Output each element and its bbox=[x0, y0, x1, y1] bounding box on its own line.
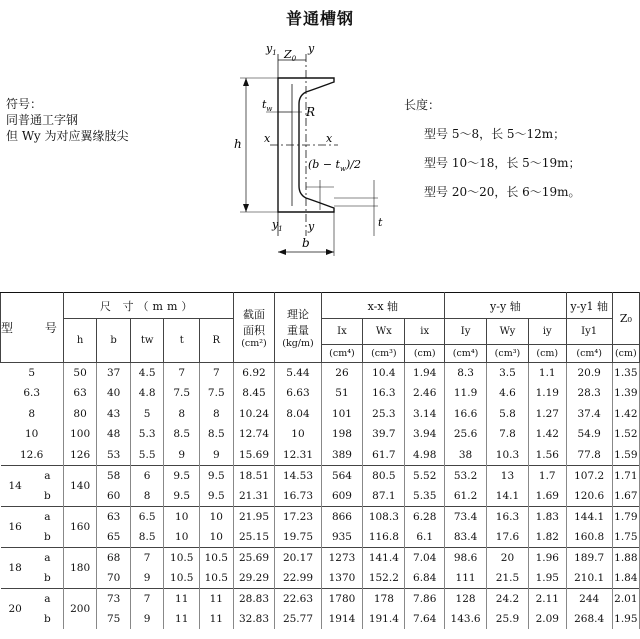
prop-cell-ix: 5.52 bbox=[405, 465, 445, 486]
prop-cell-a: 32.83 bbox=[233, 609, 275, 630]
prop-cell-ix: 1370 bbox=[321, 568, 363, 589]
prop-cell-iy1: 28.3 bbox=[566, 383, 612, 404]
dim-cell-r: 10.5 bbox=[200, 547, 234, 568]
header-h: h bbox=[63, 319, 97, 363]
prop-cell-wy: 10.3 bbox=[487, 445, 529, 466]
prop-cell-a: 28.83 bbox=[233, 588, 275, 609]
prop-cell-wy: 25.9 bbox=[487, 609, 529, 630]
prop-cell-g: 25.77 bbox=[275, 609, 321, 630]
channel-spec-table bbox=[0, 292, 640, 629]
model-cell: 5 bbox=[28, 367, 36, 379]
prop-cell-iy: 61.2 bbox=[445, 486, 487, 507]
prop-cell-ix: 3.14 bbox=[405, 404, 445, 425]
prop-cell-iy: 53.2 bbox=[445, 465, 487, 486]
prop-cell-ix: 5.35 bbox=[405, 486, 445, 507]
dim-cell-r: 10.5 bbox=[200, 568, 234, 589]
prop-cell-z0: 1.84 bbox=[612, 568, 639, 589]
r-label: R bbox=[306, 105, 316, 119]
prop-cell-ix: 7.04 bbox=[405, 547, 445, 568]
prop-cell-ix: 564 bbox=[321, 465, 363, 486]
x-right-label: x bbox=[326, 132, 333, 145]
prop-cell-wx: 87.1 bbox=[363, 486, 405, 507]
prop-cell-a: 15.69 bbox=[233, 445, 275, 466]
dim-cell-t: 10 bbox=[164, 527, 200, 548]
dim-cell-r: 10 bbox=[200, 527, 234, 548]
prop-cell-iy: 128 bbox=[445, 588, 487, 609]
prop-cell-wx: 191.4 bbox=[363, 609, 405, 630]
dim-cell-t: 8 bbox=[164, 404, 200, 425]
prop-cell-ix: 6.28 bbox=[405, 506, 445, 527]
model-variant: b bbox=[44, 612, 51, 625]
prop-cell-ix: 1914 bbox=[321, 609, 363, 630]
dim-cell-tw: 5.3 bbox=[130, 424, 164, 445]
prop-cell-iy: 1.83 bbox=[528, 506, 566, 527]
header-weight: 理论 重量 (kg/m) bbox=[275, 293, 321, 363]
prop-cell-iy: 1.69 bbox=[528, 486, 566, 507]
prop-cell-iy: 98.6 bbox=[445, 547, 487, 568]
height-cell: 160 bbox=[63, 506, 97, 547]
table-row bbox=[1, 506, 640, 527]
prop-cell-ix: 6.1 bbox=[405, 527, 445, 548]
header-ix-moment: Ix bbox=[321, 319, 363, 345]
prop-cell-iy: 1.95 bbox=[528, 568, 566, 589]
dim-cell-t: 10.5 bbox=[164, 568, 200, 589]
prop-cell-wx: 10.4 bbox=[363, 363, 405, 384]
prop-cell-g: 20.17 bbox=[275, 547, 321, 568]
prop-cell-wx: 80.5 bbox=[363, 465, 405, 486]
prop-cell-iy1: 77.8 bbox=[566, 445, 612, 466]
header-t: t bbox=[164, 319, 200, 363]
dim-cell-tw: 9 bbox=[130, 609, 164, 630]
header-ix-radius: ix bbox=[405, 319, 445, 345]
dim-cell-t: 9.5 bbox=[164, 465, 200, 486]
prop-cell-g: 14.53 bbox=[275, 465, 321, 486]
prop-cell-iy: 1.56 bbox=[528, 445, 566, 466]
prop-cell-a: 10.24 bbox=[233, 404, 275, 425]
header-iy-moment: Iy bbox=[445, 319, 487, 345]
prop-cell-iy: 143.6 bbox=[445, 609, 487, 630]
prop-cell-ix: 389 bbox=[321, 445, 363, 466]
prop-cell-iy1: 37.4 bbox=[566, 404, 612, 425]
symbol-wy-note: 但 Wy 为对应翼缘肢尖 bbox=[6, 129, 129, 143]
dim-cell-b: 70 bbox=[97, 568, 131, 589]
prop-cell-iy: 1.19 bbox=[528, 383, 566, 404]
unit-ix-radius: (cm) bbox=[405, 345, 445, 363]
header-yy-axis: y-y 轴 bbox=[445, 293, 567, 319]
prop-cell-iy1: 20.9 bbox=[566, 363, 612, 384]
prop-cell-iy: 2.11 bbox=[528, 588, 566, 609]
prop-cell-iy1: 268.4 bbox=[566, 609, 612, 630]
table-row bbox=[1, 383, 640, 404]
header-r: R bbox=[200, 319, 234, 363]
prop-cell-z0: 1.95 bbox=[612, 609, 639, 630]
prop-cell-iy: 1.7 bbox=[528, 465, 566, 486]
prop-cell-g: 6.63 bbox=[275, 383, 321, 404]
prop-cell-wx: 116.8 bbox=[363, 527, 405, 548]
prop-cell-z0: 1.59 bbox=[612, 445, 639, 466]
prop-cell-ix: 1780 bbox=[321, 588, 363, 609]
prop-cell-g: 10 bbox=[275, 424, 321, 445]
dim-cell-tw: 7 bbox=[130, 588, 164, 609]
dim-cell-tw: 5.5 bbox=[130, 445, 164, 466]
prop-cell-ix: 2.46 bbox=[405, 383, 445, 404]
model-cell: 10 bbox=[24, 428, 39, 441]
dim-cell-t: 7 bbox=[164, 363, 200, 384]
prop-cell-iy: 2.09 bbox=[528, 609, 566, 630]
prop-cell-iy1: 120.6 bbox=[566, 486, 612, 507]
dim-cell-tw: 6.5 bbox=[130, 506, 164, 527]
height-cell: 80 bbox=[63, 404, 97, 425]
length-range-3: 型号 20～20，长 6～19m。 bbox=[424, 185, 581, 199]
prop-cell-g: 19.75 bbox=[275, 527, 321, 548]
prop-cell-ix: 7.86 bbox=[405, 588, 445, 609]
dim-cell-r: 7 bbox=[200, 363, 234, 384]
prop-cell-ix: 7.64 bbox=[405, 609, 445, 630]
prop-cell-wx: 178 bbox=[363, 588, 405, 609]
prop-cell-wy: 17.6 bbox=[487, 527, 529, 548]
prop-cell-g: 16.73 bbox=[275, 486, 321, 507]
dim-cell-b: 48 bbox=[97, 424, 131, 445]
prop-cell-ix: 101 bbox=[321, 404, 363, 425]
prop-cell-wy: 20 bbox=[487, 547, 529, 568]
prop-cell-iy: 8.3 bbox=[445, 363, 487, 384]
table-row bbox=[1, 588, 640, 609]
model-cell: 16 bbox=[1, 506, 32, 547]
model-variant: a bbox=[32, 547, 63, 568]
prop-cell-g: 12.31 bbox=[275, 445, 321, 466]
prop-cell-a: 8.45 bbox=[233, 383, 275, 404]
prop-cell-ix: 1273 bbox=[321, 547, 363, 568]
unit-iy: (cm⁴) bbox=[445, 345, 487, 363]
prop-cell-z0: 1.39 bbox=[612, 383, 639, 404]
prop-cell-iy: 16.6 bbox=[445, 404, 487, 425]
y1-bottom-label: $y_1$ bbox=[272, 218, 283, 233]
prop-cell-wy: 21.5 bbox=[487, 568, 529, 589]
dim-cell-t: 9.5 bbox=[164, 486, 200, 507]
dim-cell-b: 63 bbox=[97, 506, 131, 527]
prop-cell-wy: 5.8 bbox=[487, 404, 529, 425]
dim-cell-b: 60 bbox=[97, 486, 131, 507]
flange-formula: $(b - t_w)/2$ bbox=[308, 158, 361, 173]
prop-cell-wx: 16.3 bbox=[363, 383, 405, 404]
dim-cell-t: 11 bbox=[164, 609, 200, 630]
unit-ix: (cm⁴) bbox=[321, 345, 363, 363]
model-cell: 8 bbox=[28, 407, 36, 420]
height-cell: 50 bbox=[63, 363, 97, 384]
dim-cell-r: 11 bbox=[200, 609, 234, 630]
prop-cell-ix: 198 bbox=[321, 424, 363, 445]
prop-cell-wx: 25.3 bbox=[363, 404, 405, 425]
table-row bbox=[1, 404, 640, 425]
header-wy: Wy bbox=[487, 319, 529, 345]
b-label: b bbox=[302, 236, 310, 250]
prop-cell-iy1: 54.9 bbox=[566, 424, 612, 445]
prop-cell-ix: 26 bbox=[321, 363, 363, 384]
prop-cell-wx: 141.4 bbox=[363, 547, 405, 568]
dim-cell-tw: 9 bbox=[130, 568, 164, 589]
prop-cell-wx: 152.2 bbox=[363, 568, 405, 589]
tw-label: $t_w$ bbox=[262, 98, 273, 113]
model-variant: b bbox=[44, 571, 51, 584]
y1-top-label: $y_1$ bbox=[266, 42, 277, 57]
dim-cell-r: 11 bbox=[200, 588, 234, 609]
prop-cell-wy: 16.3 bbox=[487, 506, 529, 527]
header-yy1-axis: y-y1 轴 bbox=[566, 293, 612, 319]
h-label: h bbox=[234, 137, 242, 151]
model-cell: 14 bbox=[1, 465, 32, 506]
model-cell: 20 bbox=[1, 588, 32, 629]
header-tw: tw bbox=[130, 319, 164, 363]
symbol-same-as: 同普通工字钢 bbox=[6, 113, 79, 127]
prop-cell-z0: 1.35 bbox=[612, 363, 639, 384]
prop-cell-z0: 1.71 bbox=[612, 465, 639, 486]
table-row bbox=[1, 527, 640, 548]
t-label: t bbox=[378, 216, 383, 229]
length-notes bbox=[404, 96, 580, 200]
prop-cell-ix: 6.84 bbox=[405, 568, 445, 589]
prop-cell-iy: 1.1 bbox=[528, 363, 566, 384]
model-cell: 12.6 bbox=[19, 448, 44, 461]
table-row bbox=[1, 609, 640, 630]
prop-cell-iy: 1.42 bbox=[528, 424, 566, 445]
prop-cell-a: 25.69 bbox=[233, 547, 275, 568]
prop-cell-iy1: 144.1 bbox=[566, 506, 612, 527]
prop-cell-iy: 11.9 bbox=[445, 383, 487, 404]
prop-cell-z0: 1.88 bbox=[612, 547, 639, 568]
unit-iy-radius: (cm) bbox=[528, 345, 566, 363]
dim-cell-r: 7.5 bbox=[200, 383, 234, 404]
height-cell: 63 bbox=[63, 383, 97, 404]
dim-cell-tw: 4.5 bbox=[130, 363, 164, 384]
table-row bbox=[1, 424, 640, 445]
dim-cell-b: 58 bbox=[97, 465, 131, 486]
prop-cell-wy: 4.6 bbox=[487, 383, 529, 404]
prop-cell-iy: 38 bbox=[445, 445, 487, 466]
prop-cell-wx: 108.3 bbox=[363, 506, 405, 527]
table-row bbox=[1, 486, 640, 507]
height-cell: 180 bbox=[63, 547, 97, 588]
table-row bbox=[1, 445, 640, 466]
dim-cell-tw: 8 bbox=[130, 486, 164, 507]
prop-cell-iy1: 107.2 bbox=[566, 465, 612, 486]
dim-cell-r: 10 bbox=[200, 506, 234, 527]
unit-wx: (cm³) bbox=[363, 345, 405, 363]
dim-cell-b: 43 bbox=[97, 404, 131, 425]
dim-cell-t: 11 bbox=[164, 588, 200, 609]
prop-cell-wy: 24.2 bbox=[487, 588, 529, 609]
prop-cell-a: 21.95 bbox=[233, 506, 275, 527]
dim-cell-t: 10.5 bbox=[164, 547, 200, 568]
prop-cell-ix: 3.94 bbox=[405, 424, 445, 445]
prop-cell-iy: 25.6 bbox=[445, 424, 487, 445]
prop-cell-iy: 83.4 bbox=[445, 527, 487, 548]
table-row bbox=[1, 465, 640, 486]
model-variant: a bbox=[32, 465, 63, 486]
x-left-label: x bbox=[264, 132, 271, 145]
prop-cell-z0: 1.67 bbox=[612, 486, 639, 507]
prop-cell-iy: 73.4 bbox=[445, 506, 487, 527]
prop-cell-a: 12.74 bbox=[233, 424, 275, 445]
prop-cell-z0: 1.79 bbox=[612, 506, 639, 527]
dim-cell-b: 68 bbox=[97, 547, 131, 568]
prop-cell-a: 29.29 bbox=[233, 568, 275, 589]
prop-cell-iy1: 160.8 bbox=[566, 527, 612, 548]
header-wx: Wx bbox=[363, 319, 405, 345]
table-row bbox=[1, 568, 640, 589]
prop-cell-iy: 1.82 bbox=[528, 527, 566, 548]
dim-cell-t: 9 bbox=[164, 445, 200, 466]
table-row bbox=[1, 363, 640, 384]
dim-cell-b: 65 bbox=[97, 527, 131, 548]
channel-section-diagram bbox=[226, 40, 396, 260]
model-variant: a bbox=[32, 588, 63, 609]
dim-cell-r: 8.5 bbox=[200, 424, 234, 445]
dim-cell-b: 40 bbox=[97, 383, 131, 404]
prop-cell-wx: 39.7 bbox=[363, 424, 405, 445]
prop-cell-z0: 1.42 bbox=[612, 404, 639, 425]
table-row bbox=[1, 547, 640, 568]
prop-cell-a: 6.92 bbox=[233, 363, 275, 384]
prop-cell-wy: 13 bbox=[487, 465, 529, 486]
y-bottom-label: y bbox=[308, 220, 315, 233]
prop-cell-iy: 111 bbox=[445, 568, 487, 589]
dim-cell-t: 8.5 bbox=[164, 424, 200, 445]
unit-iy1: (cm⁴) bbox=[566, 345, 612, 363]
table-body bbox=[1, 363, 640, 630]
dim-cell-tw: 4.8 bbox=[130, 383, 164, 404]
dim-cell-tw: 6 bbox=[130, 465, 164, 486]
header-iy1: Iy1 bbox=[566, 319, 612, 345]
z0-label: $Z_0$ bbox=[284, 48, 297, 63]
symbol-notes bbox=[6, 96, 128, 144]
dim-cell-b: 75 bbox=[97, 609, 131, 630]
height-cell: 100 bbox=[63, 424, 97, 445]
prop-cell-wy: 7.8 bbox=[487, 424, 529, 445]
prop-cell-iy1: 210.1 bbox=[566, 568, 612, 589]
prop-cell-iy: 1.27 bbox=[528, 404, 566, 425]
prop-cell-a: 18.51 bbox=[233, 465, 275, 486]
dim-cell-tw: 8.5 bbox=[130, 527, 164, 548]
prop-cell-iy1: 189.7 bbox=[566, 547, 612, 568]
dim-cell-tw: 7 bbox=[130, 547, 164, 568]
header-area: 截面 面积 (cm²) bbox=[233, 293, 275, 363]
header-size-group: 尺 寸（mm） bbox=[63, 293, 233, 319]
y-top-label: y bbox=[308, 42, 315, 55]
header-model: 型 号 bbox=[1, 293, 64, 363]
unit-z0: (cm) bbox=[612, 345, 639, 363]
prop-cell-ix: 51 bbox=[321, 383, 363, 404]
prop-cell-ix: 1.94 bbox=[405, 363, 445, 384]
prop-cell-ix: 4.98 bbox=[405, 445, 445, 466]
prop-cell-z0: 1.52 bbox=[612, 424, 639, 445]
height-cell: 140 bbox=[63, 465, 97, 506]
height-cell: 126 bbox=[63, 445, 97, 466]
prop-cell-g: 8.04 bbox=[275, 404, 321, 425]
prop-cell-z0: 2.01 bbox=[612, 588, 639, 609]
header-b: b bbox=[97, 319, 131, 363]
dim-cell-r: 9.5 bbox=[200, 465, 234, 486]
prop-cell-a: 21.31 bbox=[233, 486, 275, 507]
prop-cell-g: 5.44 bbox=[275, 363, 321, 384]
dim-cell-r: 8 bbox=[200, 404, 234, 425]
prop-cell-iy1: 244 bbox=[566, 588, 612, 609]
page-title: 普通槽钢 bbox=[285, 9, 354, 28]
length-range-1: 型号 5～8，长 5～12m； bbox=[424, 127, 566, 141]
prop-cell-ix: 935 bbox=[321, 527, 363, 548]
symbol-label: 符号： bbox=[6, 97, 43, 111]
model-variant: b bbox=[44, 530, 51, 543]
unit-wy: (cm³) bbox=[487, 345, 529, 363]
header-xx-axis: x-x 轴 bbox=[321, 293, 445, 319]
dim-cell-b: 73 bbox=[97, 588, 131, 609]
prop-cell-g: 17.23 bbox=[275, 506, 321, 527]
dim-cell-t: 7.5 bbox=[164, 383, 200, 404]
length-label: 长度： bbox=[404, 98, 441, 112]
dim-cell-b: 53 bbox=[97, 445, 131, 466]
dim-cell-tw: 5 bbox=[130, 404, 164, 425]
height-cell: 200 bbox=[63, 588, 97, 629]
model-cell: 6.3 bbox=[23, 387, 41, 400]
prop-cell-wy: 3.5 bbox=[487, 363, 529, 384]
prop-cell-wy: 14.1 bbox=[487, 486, 529, 507]
prop-cell-wx: 61.7 bbox=[363, 445, 405, 466]
prop-cell-ix: 866 bbox=[321, 506, 363, 527]
dim-cell-r: 9 bbox=[200, 445, 234, 466]
prop-cell-g: 22.99 bbox=[275, 568, 321, 589]
header-z0: Z₀ bbox=[612, 293, 639, 345]
dim-cell-b: 37 bbox=[97, 363, 131, 384]
prop-cell-z0: 1.75 bbox=[612, 527, 639, 548]
prop-cell-a: 25.15 bbox=[233, 527, 275, 548]
header-iy-radius: iy bbox=[528, 319, 566, 345]
prop-cell-ix: 609 bbox=[321, 486, 363, 507]
model-variant: a bbox=[32, 506, 63, 527]
model-variant: b bbox=[44, 489, 51, 502]
model-cell: 18 bbox=[1, 547, 32, 588]
length-range-2: 型号 10～18，长 5～19m； bbox=[424, 156, 581, 170]
dim-cell-r: 9.5 bbox=[200, 486, 234, 507]
prop-cell-g: 22.63 bbox=[275, 588, 321, 609]
prop-cell-iy: 1.96 bbox=[528, 547, 566, 568]
dim-cell-t: 10 bbox=[164, 506, 200, 527]
